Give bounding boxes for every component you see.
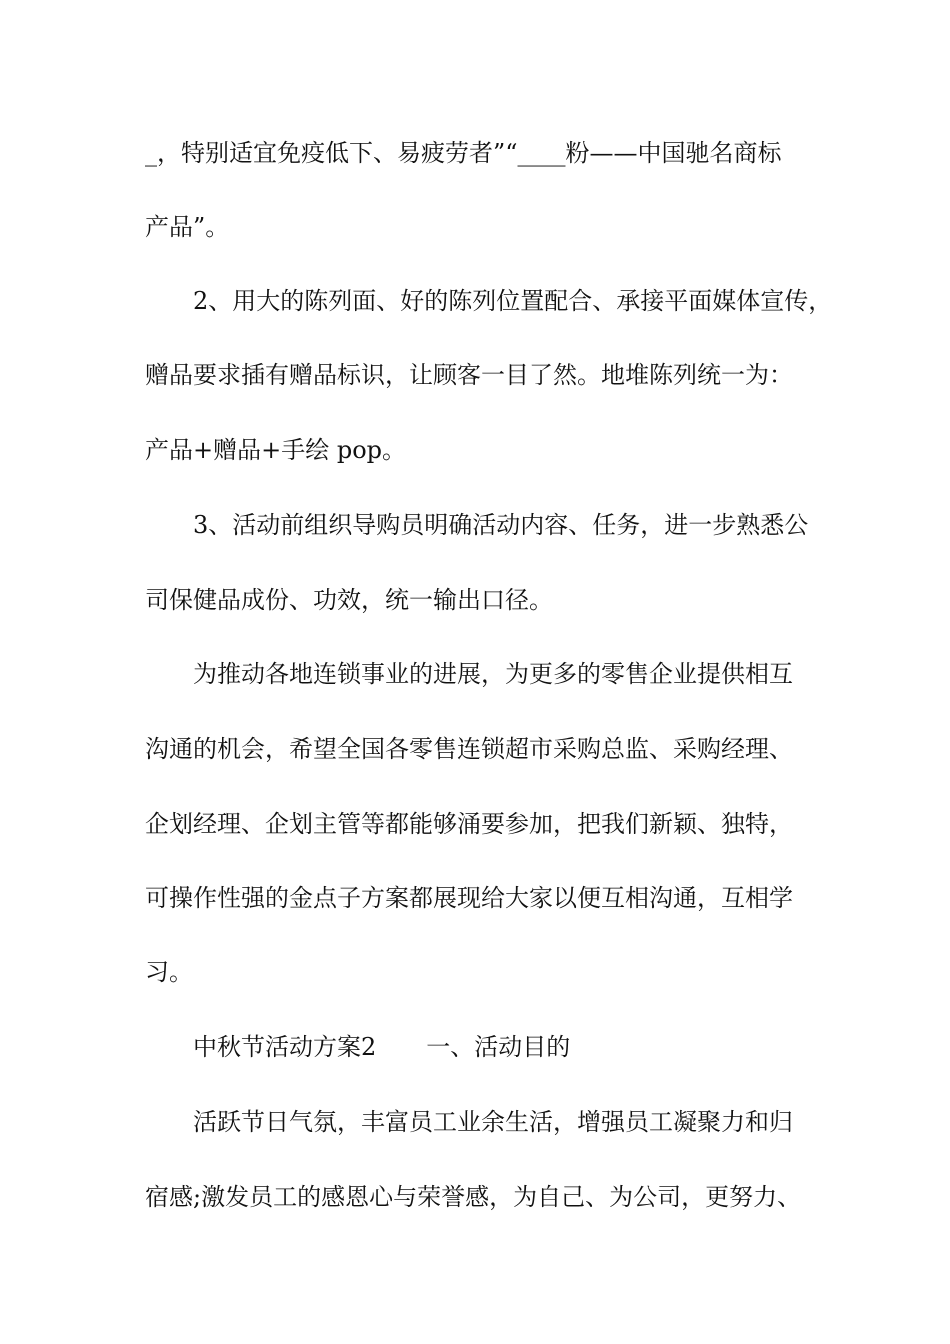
paragraph-line: _，特别适宜免疫低下、易疲劳者”“____粉——中国驰名商标 — [145, 139, 782, 167]
paragraph-line: 2、用大的陈列面、好的陈列位置配合、承接平面媒体宣传， — [193, 287, 833, 315]
document-title: 中秋节活动方案2 — [193, 1033, 377, 1061]
paragraph-line: 活跃节日气氛，丰富员工业余生活，增强员工凝聚力和归 — [193, 1108, 793, 1136]
paragraph-line: 习。 — [145, 958, 193, 986]
section-heading — [193, 1031, 893, 1063]
paragraph-line: 企划经理、企划主管等都能够涌要参加，把我们新颖、独特， — [145, 810, 793, 838]
paragraph-line: 赠品要求插有赠品标识，让顾客一目了然。地堆陈列统一为： — [145, 361, 793, 389]
paragraph-line: 司保健品成份、功效，统一输出口径。 — [145, 586, 553, 614]
paragraph-line: 产品+赠品+手绘 pop。 — [145, 436, 407, 464]
paragraph-line: 3、活动前组织导购员明确活动内容、任务，进一步熟悉公 — [193, 511, 809, 539]
paragraph-line: 沟通的机会，希望全国各零售连锁超市采购总监、采购经理、 — [145, 735, 793, 763]
paragraph-line: 产品”。 — [145, 213, 230, 241]
paragraph-line: 为推动各地连锁事业的进展，为更多的零售企业提供相互 — [193, 660, 793, 688]
section-title: 一、活动目的 — [426, 1033, 571, 1061]
paragraph-line: 可操作性强的金点子方案都展现给大家以便互相沟通，互相学 — [145, 884, 793, 912]
paragraph-line: 宿感;激发员工的感恩心与荣誉感，为自己、为公司，更努力、 — [145, 1183, 802, 1211]
